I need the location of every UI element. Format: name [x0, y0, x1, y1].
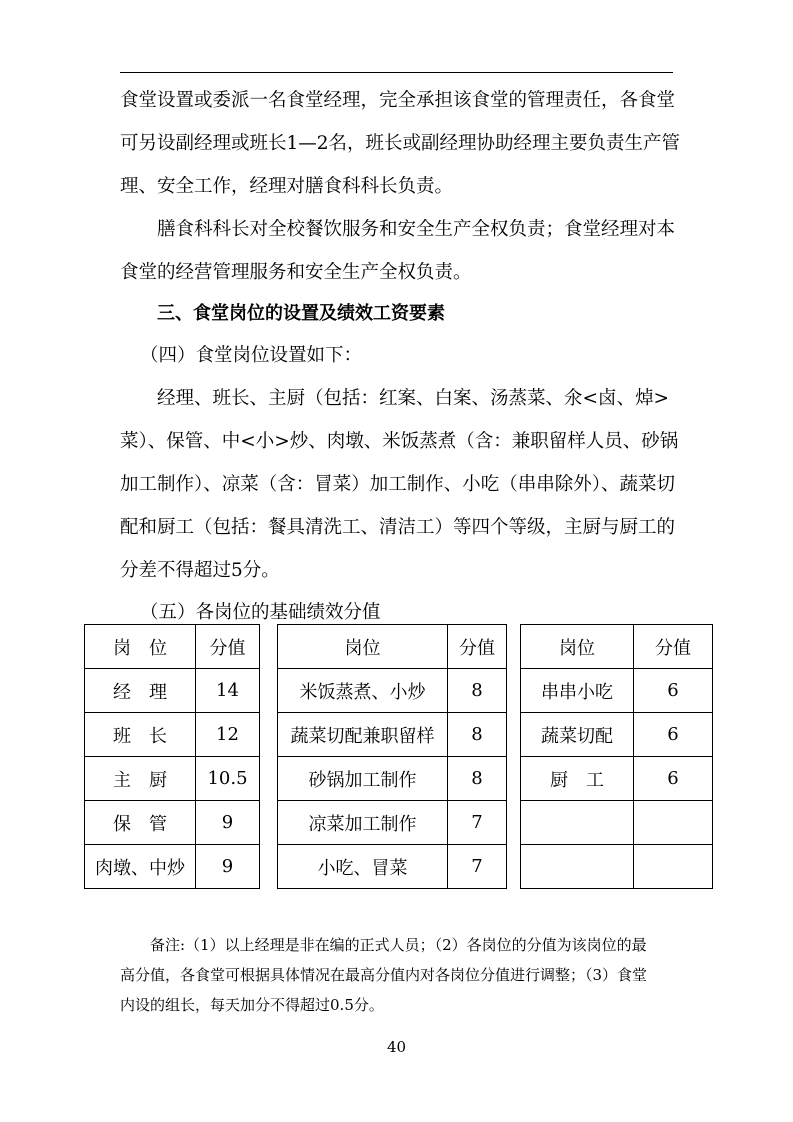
score-cell: 10.5 — [196, 757, 260, 801]
score-cell: 7 — [448, 801, 507, 845]
score-cell — [634, 845, 713, 889]
table-row — [85, 757, 260, 801]
score-cell: 8 — [448, 669, 507, 713]
score-table-1 — [84, 624, 260, 889]
table-header-row — [521, 625, 713, 669]
header-cell: 岗位 — [278, 625, 448, 669]
subsection-heading: （五）各岗位的基础绩效分值 — [140, 602, 381, 623]
paragraph-line: 可另设副经理或班长1—2名，班长或副经理协助经理主要负责生产管 — [120, 133, 681, 154]
header-cell: 岗 位 — [85, 625, 196, 669]
table-row — [521, 757, 713, 801]
subsection-heading: （四）食堂岗位设置如下： — [140, 345, 363, 366]
position-cell: 蔬菜切配兼职留样 — [278, 713, 448, 757]
position-cell: 米饭蒸煮、小炒 — [278, 669, 448, 713]
score-cell: 6 — [634, 669, 713, 713]
score-cell: 7 — [448, 845, 507, 889]
table-row — [521, 713, 713, 757]
table-row — [278, 713, 507, 757]
position-cell — [521, 801, 634, 845]
position-cell: 砂锅加工制作 — [278, 757, 448, 801]
score-cell — [634, 801, 713, 845]
position-cell: 小吃、冒菜 — [278, 845, 448, 889]
page-number: 40 — [386, 1038, 407, 1056]
table-row — [85, 845, 260, 889]
score-cell: 9 — [196, 845, 260, 889]
table-row — [85, 713, 260, 757]
table-row — [278, 801, 507, 845]
score-cell: 8 — [448, 713, 507, 757]
table-row — [278, 757, 507, 801]
header-cell: 分值 — [196, 625, 260, 669]
score-cell: 9 — [196, 801, 260, 845]
table-row — [521, 801, 713, 845]
position-cell: 蔬菜切配 — [521, 713, 634, 757]
position-cell: 肉墩、中炒 — [85, 845, 196, 889]
paragraph-line: 加工制作）、凉菜（含：冒菜）加工制作、小吃（串串除外）、蔬菜切 — [120, 474, 676, 495]
score-cell: 8 — [448, 757, 507, 801]
paragraph-line: 经理、班长、主厨（包括：红案、白案、汤蒸菜、氽<卤、焯> — [157, 388, 670, 409]
position-cell: 班 长 — [85, 713, 196, 757]
remark-line: 备注:（1）以上经理是非在编的正式人员；（2）各岗位的分值为该岗位的最 — [150, 936, 647, 954]
table-row — [278, 669, 507, 713]
remark-line: 内设的组长，每天加分不得超过0.5分。 — [120, 996, 384, 1014]
paragraph-line: 食堂设置或委派一名食堂经理，完全承担该食堂的管理责任，各食堂 — [120, 90, 676, 111]
position-cell: 保 管 — [85, 801, 196, 845]
header-cell: 岗位 — [521, 625, 634, 669]
table-row — [85, 669, 260, 713]
table-row — [521, 669, 713, 713]
table-row — [278, 845, 507, 889]
table-header-row — [278, 625, 507, 669]
table-row — [85, 801, 260, 845]
header-cell: 分值 — [448, 625, 507, 669]
score-table-2 — [277, 624, 507, 889]
position-cell: 凉菜加工制作 — [278, 801, 448, 845]
score-cell: 6 — [634, 757, 713, 801]
paragraph-line: 分差不得超过5分。 — [120, 560, 280, 581]
table-header-row — [85, 625, 260, 669]
paragraph-line: 菜）、保管、中<小>炒、肉墩、米饭蒸煮（含：兼职留样人员、砂锅 — [120, 431, 679, 452]
header-cell: 分值 — [634, 625, 713, 669]
paragraph-line: 膳食科科长对全校餐饮服务和安全生产全权负责；食堂经理对本 — [157, 219, 676, 240]
paragraph-line: 食堂的经营管理服务和安全生产全权负责。 — [120, 262, 472, 283]
table-row — [521, 845, 713, 889]
position-cell: 厨 工 — [521, 757, 634, 801]
paragraph-line: 配和厨工（包括：餐具清洗工、清洁工）等四个等级，主厨与厨工的 — [120, 517, 676, 538]
score-cell: 12 — [196, 713, 260, 757]
header-rule — [120, 72, 673, 73]
position-cell: 主 厨 — [85, 757, 196, 801]
position-cell: 串串小吃 — [521, 669, 634, 713]
remark-line: 高分值，各食堂可根据具体情况在最高分值内对各岗位分值进行调整；（3）食堂 — [120, 966, 648, 984]
score-table-3 — [520, 624, 713, 889]
position-cell: 经 理 — [85, 669, 196, 713]
score-cell: 6 — [634, 713, 713, 757]
section-heading: 三、食堂岗位的设置及绩效工资要素 — [157, 303, 445, 324]
score-cell: 14 — [196, 669, 260, 713]
paragraph-line: 理、安全工作，经理对膳食科科长负责。 — [120, 176, 454, 197]
position-cell — [521, 845, 634, 889]
